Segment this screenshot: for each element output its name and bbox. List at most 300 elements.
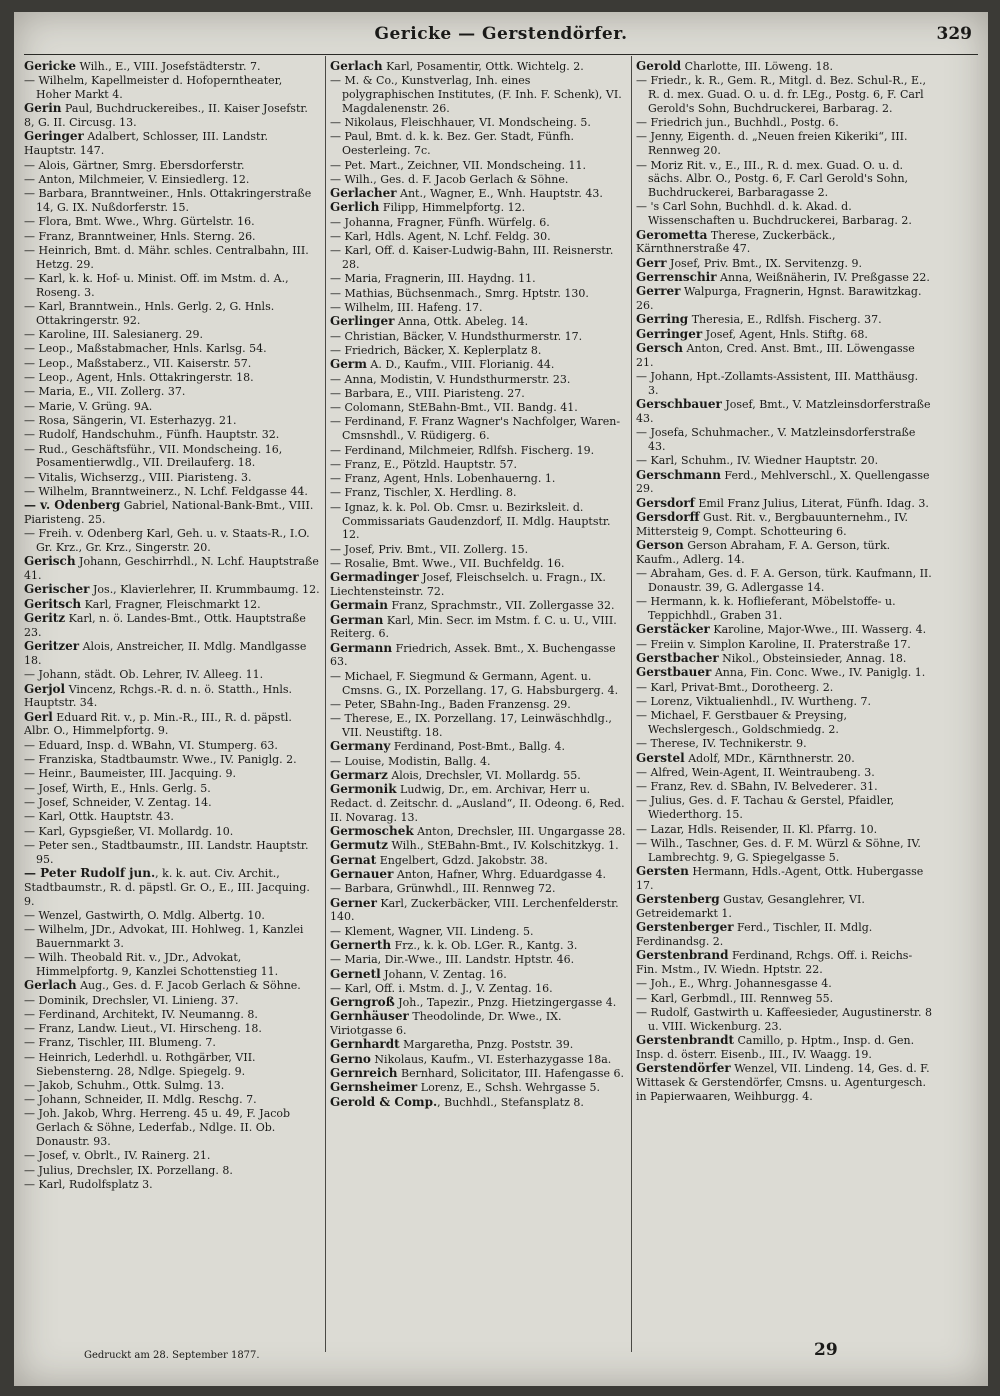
- entry-surname: Gerstenberg: [636, 892, 720, 907]
- directory-entry: [24, 485, 320, 499]
- entry-text: — Josef, Wirth, E., Hnls. Gerlg. 5.: [24, 781, 211, 795]
- entry-text: — Karl, k. k. Hof- u. Minist. Off. im Mstm. d. A., Roseng. 3.: [24, 271, 289, 299]
- entry-text: — Joh., E., Whrg. Johannesgasse 4.: [636, 977, 832, 991]
- entry-text: — Hermann, k. k. Hoflieferant, Möbelstoffe- u. Teppichhdl., Graben 31.: [636, 595, 896, 623]
- directory-entry: [24, 1107, 320, 1148]
- entry-text: — Karl, Off. d. Kaiser-Ludwig-Bahn, III. Reisnerstr. 28.: [330, 244, 614, 272]
- entry-text: Anton, Drechsler, III. Ungargasse 28.: [413, 825, 626, 839]
- directory-entry: [330, 557, 626, 571]
- entry-surname: Gerson: [636, 538, 684, 553]
- entry-text: — Heinr., Baumeister, III. Jacquing. 9.: [24, 767, 236, 781]
- entry-text: — 's Carl Sohn, Buchhdl. d. k. Akad. d. Wissenschaften u. Buchdruckerei, Barbarag. 2.: [636, 200, 912, 228]
- entry-text: — Friedrich, Bäcker, X. Keplerplatz 8.: [330, 343, 542, 357]
- entry-text: Aug., Ges. d. F. Jacob Gerlach & Söhne.: [76, 979, 301, 993]
- directory-entry: [24, 1149, 320, 1163]
- entry-surname: Gernetl: [330, 966, 381, 981]
- directory-entry: [330, 130, 626, 158]
- entry-text: — Freiin v. Simplon Karoline, II. Praterstraße 17.: [636, 637, 911, 651]
- entry-text: — Heinrich, Bmt. d. Mähr. schles. Centralbahn, III. Hetzg. 29.: [24, 243, 309, 271]
- entry-surname: German: [330, 612, 384, 627]
- entry-surname: Gerstbauer: [636, 665, 712, 680]
- directory-entry: [24, 1079, 320, 1093]
- entry-surname: Gerlich: [330, 200, 380, 215]
- directory-entry: [24, 839, 320, 867]
- directory-entry: [636, 823, 932, 837]
- directory-entry: [24, 342, 320, 356]
- directory-entry: [636, 992, 932, 1006]
- entry-surname: Gerstenbrandt: [636, 1032, 735, 1047]
- directory-entry: [330, 1038, 626, 1052]
- entry-text: — Josefa, Schuhmacher., V. Matzleinsdorferstraße 43.: [636, 426, 916, 454]
- directory-entry: [636, 681, 932, 695]
- directory-entry: [24, 371, 320, 385]
- directory-entry: [330, 344, 626, 358]
- entry-text: — Rosa, Sängerin, VI. Esterhazyg. 21.: [24, 413, 237, 427]
- directory-entry: [24, 994, 320, 1008]
- entry-text: — Louise, Modistin, Ballg. 4.: [330, 754, 491, 768]
- entry-text: Gust. Rit. v., Bergbauunternehm., IV. Mittersteig 9, Compt. Schotteuring 6.: [636, 511, 908, 538]
- directory-entry: [330, 982, 626, 996]
- entry-text: Margaretha, Pnzg. Poststr. 39.: [399, 1038, 574, 1052]
- entry-text: Josef, Agent, Hnls. Stiftg. 68.: [702, 327, 868, 341]
- directory-entry: [330, 882, 626, 896]
- directory-entry: [330, 401, 626, 415]
- directory-entry: [24, 272, 320, 300]
- entry-text: Josef, Bmt., V. Matzleinsdorferstraße 43.: [636, 398, 931, 425]
- entry-text: Walpurga, Fragnerin, Hgnst. Barawitzkag. 26.: [636, 285, 922, 313]
- directory-entry: [636, 342, 932, 370]
- directory-entry: [636, 454, 932, 468]
- directory-entry: [330, 939, 626, 953]
- directory-entry: [24, 612, 320, 640]
- directory-entry: [24, 1022, 320, 1036]
- entry-text: Ferdinand, Post-Bmt., Ballg. 4.: [390, 740, 565, 754]
- directory-entry: [330, 868, 626, 882]
- entry-text: — Franz, Agent, Hnls. Lobenhauerng. 1.: [330, 472, 556, 486]
- entry-text: — Colomann, StEBahn-Bmt., VII. Bandg. 41.: [330, 401, 578, 415]
- directory-entry: [636, 130, 932, 158]
- directory-entry: [636, 469, 932, 497]
- directory-entry: [24, 909, 320, 923]
- entry-text: — Marie, V. Grüng. 9A.: [24, 399, 153, 413]
- directory-entry: [330, 315, 626, 329]
- entry-text: Paul, Buchdruckereibes., II. Kaiser Josefstr. 8, G. II. Circusg. 13.: [24, 102, 308, 130]
- directory-entry: [636, 709, 932, 737]
- entry-text: — Anton, Milchmeier, V. Einsiedlerg. 12.: [24, 172, 250, 186]
- entry-text: Wilh., E., VIII. Josefstädterstr. 7.: [76, 60, 261, 73]
- directory-entry: [636, 780, 932, 794]
- entry-text: — Nikolaus, Fleischhauer, VI. Mondscheing. 5.: [330, 116, 591, 130]
- entry-surname: Geritzer: [24, 639, 80, 654]
- entry-text: Adalbert, Schlosser, III. Landstr. Hauptstr. 147.: [24, 130, 269, 158]
- directory-entry: [24, 739, 320, 753]
- entry-text: — Eduard, Insp. d. WBahn, VI. Stumperg. 63.: [24, 738, 278, 752]
- entry-surname: Gersten: [636, 863, 689, 878]
- entry-text: — Barbara, Grünwhdl., III. Rennweg 72.: [330, 882, 556, 896]
- entry-text: — Karl, Rudolfsplatz 3.: [24, 1177, 153, 1191]
- running-head: Gericke — Gerstendörfer.: [374, 24, 628, 44]
- entry-text: Frz., k. k. Ob. LGer. R., Kantg. 3.: [391, 938, 578, 952]
- page-number-top: 329: [936, 24, 972, 44]
- entry-text: — Rud., Geschäftsführ., VII. Mondscheing. 16, Posamentierwdlg., VII. Dreilauferg. 18.: [24, 442, 283, 470]
- directory-entry: [330, 599, 626, 613]
- entry-text: — Klement, Wagner, VII. Lindeng. 5.: [330, 924, 534, 938]
- directory-entry: [24, 187, 320, 215]
- entry-text: Therese, Zuckerbäck., Kärnthnerstraße 47.: [636, 228, 836, 256]
- directory-entry: [330, 670, 626, 698]
- directory-entry: [24, 867, 320, 908]
- entry-text: Karl, Posamentir, Ottk. Wichtelg. 2.: [382, 60, 584, 73]
- entry-text: Alois, Drechsler, VI. Mollardg. 55.: [387, 768, 581, 782]
- entry-surname: Gernsheimer: [330, 1080, 418, 1095]
- directory-entry: [24, 668, 320, 682]
- entry-text: , k. k. aut. Civ. Archit., Stadtbaumstr., R. d. päpstl. Gr. O., E., III. Jacquing. 9.: [24, 866, 310, 908]
- directory-entry: [24, 767, 320, 781]
- entry-text: Hermann, Hdls.-Agent, Ottk. Hubergasse 17.: [636, 864, 924, 892]
- entry-text: — Maria, Fragnerin, III. Haydng. 11.: [330, 272, 536, 286]
- entry-text: Vincenz, Rchgs.-R. d. n. ö. Statth., Hnls. Hauptstr. 34.: [24, 682, 293, 710]
- entry-surname: Geringer: [24, 129, 84, 144]
- entry-text: Alois, Anstreicher, II. Mdlg. Mandlgasse 18.: [24, 640, 307, 667]
- directory-entry: [636, 60, 932, 74]
- entry-text: — Heinrich, Lederhdl. u. Rothgärber, VII. Siebensterng. 28, Ndlge. Spiegelg. 9.: [24, 1050, 256, 1078]
- directory-entry: [636, 794, 932, 822]
- directory-entry: [24, 385, 320, 399]
- directory-entry: [24, 1008, 320, 1022]
- entry-text: — Lazar, Hdls. Reisender, II. Kl. Pfarrg. 10.: [636, 822, 878, 836]
- entry-text: Ferd., Tischler, II. Mdlg. Ferdinandsg. 2.: [636, 921, 873, 948]
- directory-entry: [24, 555, 320, 583]
- entry-text: Emil Franz Julius, Literat, Fünfh. Idag. 3.: [694, 496, 929, 510]
- entry-text: — Wilh., Ges. d. F. Jacob Gerlach & Söhne.: [330, 172, 569, 186]
- entry-text: — Lorenz, Viktualienhdl., IV. Wurtheng. 7.: [636, 694, 872, 708]
- entry-text: — Josef, v. Obrlt., IV. Rainerg. 21.: [24, 1149, 211, 1163]
- directory-entry: [636, 893, 932, 921]
- directory-entry: [636, 285, 932, 313]
- entry-text: — Karl, Ottk. Hauptstr. 43.: [24, 810, 174, 824]
- directory-entry: [636, 977, 932, 991]
- directory-entry: [24, 1164, 320, 1178]
- directory-entry: [636, 370, 932, 398]
- entry-surname: Gerl: [24, 709, 53, 724]
- entry-text: Franz, Sprachmstr., VII. Zollergasse 32.: [387, 599, 615, 613]
- directory-entry: [636, 539, 932, 567]
- entry-text: — Wenzel, Gastwirth, O. Mdlg. Albertg. 10.: [24, 908, 265, 922]
- directory-entry: [24, 1178, 320, 1192]
- directory-entry: [330, 387, 626, 401]
- entry-text: — Michael, F. Gerstbauer & Preysing, Wechslergesch., Goldschmiedg. 2.: [636, 709, 848, 736]
- entry-text: — Wilhelm, JDr., Advokat, III. Hohlweg. 1, Kanzlei Bauernmarkt 3.: [24, 923, 304, 950]
- directory-entry: [330, 1081, 626, 1095]
- directory-entry: [330, 458, 626, 472]
- entry-text: — Maria, Dir.-Wwe., III. Landstr. Hptstr. 46.: [330, 953, 575, 967]
- directory-entry: [330, 472, 626, 486]
- entry-text: Bernhard, Solicitator, III. Hafengasse 6.: [397, 1067, 625, 1081]
- directory-entry: [330, 614, 626, 642]
- directory-entry: [636, 652, 932, 666]
- directory-entry: [330, 712, 626, 740]
- directory-entry: [24, 428, 320, 442]
- directory-entry: [24, 683, 320, 711]
- directory-entry: [24, 640, 320, 668]
- entry-surname: Gernauer: [330, 866, 394, 881]
- directory-entry: [636, 921, 932, 949]
- directory-entry: [636, 159, 932, 200]
- directory-entry: [636, 328, 932, 342]
- entry-text: Anna, Ottk. Abeleg. 14.: [394, 315, 529, 329]
- directory-page: [14, 12, 988, 1386]
- directory-entry: [24, 825, 320, 839]
- directory-entry: [330, 698, 626, 712]
- directory-entry: [636, 1006, 932, 1034]
- entry-text: Lorenz, E., Schsh. Wehrgasse 5.: [417, 1081, 601, 1095]
- directory-entry: [24, 499, 320, 527]
- entry-text: — Wilh. Theobald Rit. v., JDr., Advokat, Himmelpfortg. 9, Kanzlei Schottenstieg 11.: [24, 951, 279, 978]
- entry-text: — Karl, Hdls. Agent, N. Lchf. Feldg. 30.: [330, 230, 551, 244]
- entry-text: — Flora, Bmt. Wwe., Whrg. Gürtelstr. 16.: [24, 215, 255, 229]
- directory-entry: [636, 666, 932, 680]
- directory-entry: [24, 357, 320, 371]
- entry-surname: Gersdorf: [636, 495, 695, 510]
- directory-entry: [330, 444, 626, 458]
- entry-text: — Rudolf, Handschuhm., Fünfh. Hauptstr. 32.: [24, 428, 280, 442]
- directory-entry: [330, 925, 626, 939]
- directory-entry: [24, 527, 320, 555]
- directory-entry: [636, 1034, 932, 1062]
- entry-surname: Gericke: [24, 60, 77, 73]
- directory-entry: [330, 1010, 626, 1038]
- page-number-bottom: 29: [814, 1340, 838, 1360]
- directory-entry: [24, 796, 320, 810]
- entry-text: Adolf, MDr., Kärnthnerstr. 20.: [684, 751, 855, 765]
- entry-text: — Alois, Gärtner, Smrg. Ebersdorferstr.: [24, 158, 245, 172]
- entry-text: — Karl, Schuhm., IV. Wiedner Hauptstr. 20.: [636, 454, 879, 468]
- entry-text: — Karoline, III. Salesianerg. 29.: [24, 328, 204, 342]
- entry-text: — Alfred, Wein-Agent, II. Weintraubeng. 3.: [636, 765, 875, 779]
- directory-entry: [330, 173, 626, 187]
- entry-surname: — v. Odenberg: [24, 498, 121, 513]
- entry-text: — Mathias, Büchsenmach., Smrg. Hptstr. 130.: [330, 286, 589, 300]
- entry-surname: Gerner: [330, 895, 377, 910]
- entry-text: — Therese, E., IX. Porzellang. 17, Leinwäschhdlg., VII. Neustiftg. 18.: [330, 712, 612, 739]
- directory-entry: [636, 426, 932, 454]
- directory-entry: [330, 230, 626, 244]
- directory-entry: [330, 543, 626, 557]
- entry-text: — Ferdinand, Milchmeier, Rdlfsh. Fischerg. 19.: [330, 443, 595, 457]
- entry-text: — Moriz Rit. v., E., III., R. d. mex. Guad. O. u. d. sächs. Albr. O., Postg. 6, F. Carl Gerold's Sohn, Buchdruckerei, Barbaragasse 2.: [636, 158, 909, 200]
- directory-entry: [24, 414, 320, 428]
- entry-surname: Gerlinger: [330, 314, 395, 329]
- entry-surname: Gerjol: [24, 681, 66, 696]
- entry-text: Joh., Tapezir., Pnzg. Hietzingergasse 4.: [394, 996, 617, 1010]
- column-divider: [325, 56, 326, 1352]
- directory-entry: [24, 1093, 320, 1107]
- entry-text: — Jakob, Schuhm., Ottk. Sulmg. 13.: [24, 1078, 225, 1092]
- directory-entry: [636, 74, 932, 115]
- entry-text: — Barbara, E., VIII. Piaristeng. 27.: [330, 386, 525, 400]
- entry-text: — Paul, Bmt. d. k. k. Bez. Ger. Stadt, Fünfh. Oesterleing. 7c.: [330, 130, 574, 158]
- entry-text: — Karl, Gypsgießer, VI. Mollardg. 10.: [24, 824, 234, 838]
- entry-text: — Karl, Branntwein., Hnls. Gerlg. 2, G. Hnls. Ottakringerstr. 92.: [24, 300, 275, 327]
- entry-text: Josef, Priv. Bmt., IX. Servitenzg. 9.: [666, 256, 862, 270]
- entry-text: — Jenny, Eigenth. d. „Neuen freien Kikeriki“, III. Rennweg 20.: [636, 130, 908, 158]
- entry-surname: Gerometta: [636, 227, 708, 242]
- entry-text: Theresia, E., Rdlfsh. Fischerg. 37.: [688, 313, 882, 327]
- entry-text: — Julius, Drechsler, IX. Porzellang. 8.: [24, 1163, 233, 1177]
- entry-surname: Germ: [330, 357, 367, 372]
- directory-entry: [330, 159, 626, 173]
- directory-entry: [330, 854, 626, 868]
- entry-surname: Gerlacher: [330, 186, 397, 201]
- entry-surname: Gerringer: [636, 326, 703, 341]
- directory-entry: [24, 102, 320, 130]
- entry-surname: Gerstbacher: [636, 650, 719, 665]
- entry-surname: Geritz: [24, 611, 66, 626]
- entry-surname: Geritsch: [24, 596, 82, 611]
- directory-entry: [24, 598, 320, 612]
- directory-entry: [636, 1062, 932, 1103]
- column-divider: [631, 56, 632, 1352]
- entry-text: Anton, Cred. Anst. Bmt., III. Löwengasse 21.: [636, 341, 915, 369]
- directory-entry: [636, 200, 932, 228]
- entry-text: Karl, n. ö. Landes-Bmt., Ottk. Hauptstraße 23.: [24, 612, 306, 639]
- directory-entry: [330, 486, 626, 500]
- entry-surname: Gernat: [330, 852, 377, 867]
- entry-text: Theodolinde, Dr. Wwe., IX. Viriotgasse 6.: [330, 1010, 562, 1038]
- page-header: [14, 22, 988, 58]
- entry-text: — Julius, Ges. d. F. Tachau & Gerstel, Pfaidler, Wiederthorg. 15.: [636, 794, 895, 822]
- directory-entry: [24, 583, 320, 597]
- entry-text: Anton, Hafner, Whrg. Eduardgasse 4.: [393, 867, 606, 881]
- entry-text: Filipp, Himmelpfortg. 12.: [379, 201, 526, 215]
- entry-surname: Germonik: [330, 782, 397, 797]
- directory-entry: [24, 159, 320, 173]
- entry-text: — Johanna, Fragner, Fünfh. Würfelg. 6.: [330, 215, 550, 229]
- entry-text: — Johann, Schneider, II. Mdlg. Reschg. 7.: [24, 1093, 257, 1107]
- directory-entry: [636, 949, 932, 977]
- column-3: [636, 60, 932, 1360]
- directory-entry: [636, 511, 932, 539]
- entry-surname: Germany: [330, 739, 391, 754]
- entry-text: — Franz, Tischler, III. Blumeng. 7.: [24, 1036, 216, 1050]
- entry-text: — Wilhelm, Kapellmeister d. Hofoperntheater, Hoher Markt 4.: [24, 74, 283, 102]
- directory-entry: [636, 638, 932, 652]
- directory-entry: [24, 782, 320, 796]
- entry-surname: Gerngroß: [330, 995, 395, 1010]
- directory-entry: [330, 301, 626, 315]
- directory-entry: [24, 328, 320, 342]
- entry-text: — Rosalie, Bmt. Wwe., VII. Buchfeldg. 16.: [330, 556, 565, 570]
- directory-entry: [24, 471, 320, 485]
- entry-text: — Vitalis, Wichserzg., VIII. Piaristeng. 3.: [24, 470, 252, 484]
- entry-text: Johann, Geschirrhdl., N. Lchf. Hauptstraße 41.: [24, 555, 319, 583]
- entry-text: — Franz, Rev. d. SBahn, IV. Belvederег. 31.: [636, 780, 878, 794]
- entry-text: Eduard Rit. v., p. Min.-R., III., R. d. päpstl. Albr. O., Himmelpfortg. 9.: [24, 710, 292, 738]
- directory-entry: [330, 769, 626, 783]
- directory-entry: [24, 130, 320, 158]
- entry-text: — Ignaz, k. k. Pol. Ob. Cmsr. u. Bezirksleit. d. Commissariats Gaudenzdorf, II. Mdlg. Hauptstr. 12.: [330, 500, 611, 542]
- entry-text: — Friedrich jun., Buchhdl., Postg. 6.: [636, 116, 839, 130]
- entry-surname: — Peter Rudolf jun.: [24, 865, 156, 880]
- entry-text: Engelbert, Gdzd. Jakobstr. 38.: [376, 853, 548, 867]
- entry-surname: Gerlach: [330, 60, 383, 73]
- entry-text: — Wilhelm, III. Hafeng. 17.: [330, 301, 483, 315]
- entry-surname: Gernhäuser: [330, 1009, 409, 1024]
- entry-text: — Josef, Priv. Bmt., VII. Zollerg. 15.: [330, 542, 529, 556]
- directory-entry: [330, 755, 626, 769]
- entry-text: Ludwig, Dr., em. Archivar, Herr u. Redact. d. Zeitschr. d. „Ausland“, II. Odeong. 6, Red. II. Novarag. 13.: [330, 783, 625, 824]
- entry-surname: Germann: [330, 640, 393, 655]
- entry-surname: Gerold & Comp.: [330, 1094, 438, 1109]
- entry-text: — Leop., Maßstaberz., VII. Kaiserstr. 57.: [24, 356, 252, 370]
- entry-surname: Gerstendörfer: [636, 1061, 731, 1076]
- entry-text: — Karl, Gerbmdl., III. Rennweg 55.: [636, 991, 834, 1005]
- entry-text: — Wilhelm, Branntweinerz., N. Lchf. Feldgasse 44.: [24, 484, 308, 498]
- directory-entry: [24, 1036, 320, 1050]
- directory-entry: [330, 60, 626, 74]
- entry-text: — Johann, städt. Ob. Lehrer, IV. Alleeg. 11.: [24, 668, 264, 682]
- directory-entry: [636, 623, 932, 637]
- directory-entry: [330, 996, 626, 1010]
- directory-entry: [330, 287, 626, 301]
- entry-text: Anna, Fin. Conc. Wwe., IV. Paniglg. 1.: [711, 666, 926, 680]
- entry-text: Ferd., Mehlverschl., X. Quellengasse 29.: [636, 468, 930, 496]
- directory-entry: [330, 740, 626, 754]
- entry-text: — Karl, Privat-Bmt., Dorotheerg. 2.: [636, 680, 834, 694]
- entry-text: — Peter sen., Stadtbaumstr., III. Landstr. Hauptstr. 95.: [24, 838, 309, 866]
- directory-entry: [330, 358, 626, 372]
- directory-entry: [24, 443, 320, 471]
- directory-entry: [24, 173, 320, 187]
- directory-entry: [24, 230, 320, 244]
- directory-entry: [636, 695, 932, 709]
- directory-entry: [24, 753, 320, 767]
- entry-text: , Buchhdl., Stefansplatz 8.: [437, 1095, 584, 1109]
- entry-text: — Franz, Tischler, X. Herdling. 8.: [330, 486, 517, 500]
- entry-text: — Maria, E., VII. Zollerg. 37.: [24, 385, 186, 399]
- entry-text: — Johann, Hpt.-Zollamts-Assistent, III. Matthäusg. 3.: [636, 370, 919, 397]
- entry-text: — Leop., Maßstabmacher, Hnls. Karlsg. 54.: [24, 342, 267, 356]
- directory-entry: [330, 1067, 626, 1081]
- directory-entry: [330, 201, 626, 215]
- directory-entry: [330, 330, 626, 344]
- entry-text: — Ferdinand, F. Franz Wagner's Nachfolger, Waren-Cmsnshdl., V. Rüdigerg. 6.: [330, 415, 621, 443]
- directory-entry: [24, 810, 320, 824]
- directory-entry: [330, 272, 626, 286]
- directory-entry: [330, 74, 626, 115]
- directory-entry: [636, 766, 932, 780]
- entry-surname: Gernerth: [330, 937, 392, 952]
- directory-entry: [330, 244, 626, 272]
- entry-surname: Gerschmann: [636, 467, 721, 482]
- entry-text: — Leop., Agent, Hnls. Ottakringerstr. 18.: [24, 371, 254, 385]
- directory-entry: [636, 595, 932, 623]
- entry-text: — Franz, E., Pötzld. Hauptstr. 57.: [330, 457, 517, 471]
- entry-text: Nikol., Obsteinsieder, Annag. 18.: [718, 651, 907, 665]
- entry-surname: Gerschbauer: [636, 397, 722, 412]
- directory-entry: [636, 271, 932, 285]
- entry-surname: Gerstenbrand: [636, 948, 729, 963]
- directory-entry: [636, 229, 932, 257]
- entry-text: — Pet. Mart., Zeichner, VII. Mondscheing. 11.: [330, 158, 587, 172]
- entry-text: Johann, V. Zentag. 16.: [380, 967, 507, 981]
- directory-entry: [636, 567, 932, 595]
- entry-surname: Gerischer: [24, 582, 90, 597]
- entry-text: — Josef, Schneider, V. Zentag. 14.: [24, 795, 212, 809]
- directory-entry: [24, 1051, 320, 1079]
- directory-entry: [24, 711, 320, 739]
- entry-surname: Gerring: [636, 312, 689, 327]
